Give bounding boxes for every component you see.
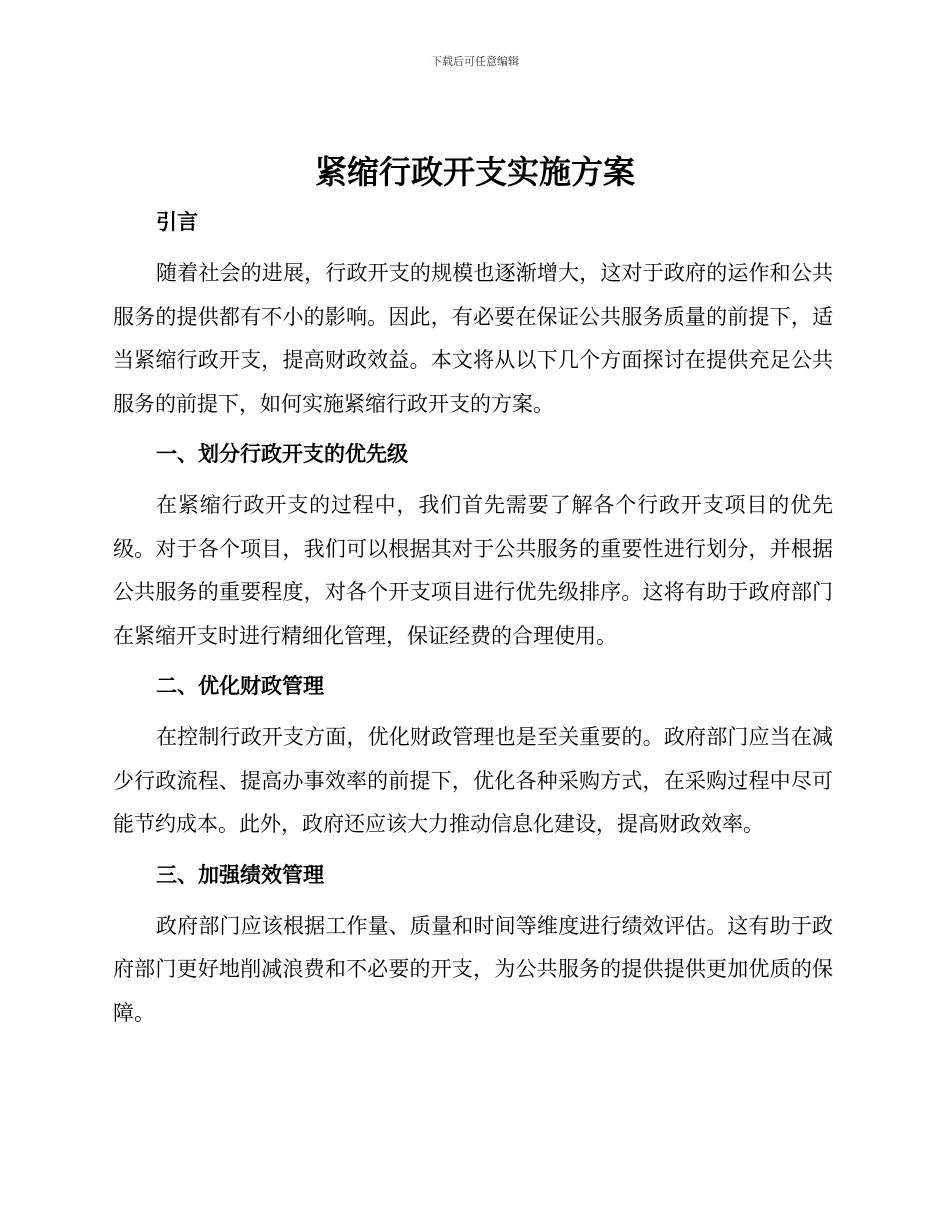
section-paragraph-finance: 在控制行政开支方面，优化财政管理也是至关重要的。政府部门应当在减少行政流程、提高办事效率的前提下，优化各种采购方式，在采购过程中尽可能节约成本。此外，政府还应该大力推动信息化建设，提高财政效率。 [113, 725, 833, 836]
page-header-note: 下载后可任意编辑 [431, 55, 519, 68]
section-heading-finance: 二、优化财政管理 [156, 674, 324, 698]
section-heading-priority: 一、划分行政开支的优先级 [156, 442, 408, 466]
section-heading-intro: 引言 [156, 210, 198, 234]
section-paragraph-performance: 政府部门应该根据工作量、质量和时间等维度进行绩效评估。这有助于政府部门更好地削减浪费和不必要的开支，为公共服务的提供提供更加优质的保障。 [113, 913, 833, 1025]
document-title: 紧缩行政开支实施方案 [314, 153, 635, 191]
document-body [113, 200, 833, 1035]
section-paragraph-intro: 随着社会的进展，行政开支的规模也逐渐增大，这对于政府的运作和公共服务的提供都有不小的影响。因此，有必要在保证公共服务质量的前提下，适当紧缩行政开支，提高财政效益。本文将从以下几个方面探讨在提供充足公共服务的前提下，如何实施紧缩行政开支的方案。 [113, 261, 833, 416]
section-paragraph-priority: 在紧缩行政开支的过程中，我们首先需要了解各个行政开支项目的优先级。对于各个项目，我们可以根据其对于公共服务的重要性进行划分，并根据公共服务的重要程度，对各个开支项目进行优先级排序。这将有助于政府部门在紧缩开支时进行精细化管理，保证经费的合理使用。 [113, 493, 833, 648]
section-heading-performance: 三、加强绩效管理 [156, 862, 324, 887]
